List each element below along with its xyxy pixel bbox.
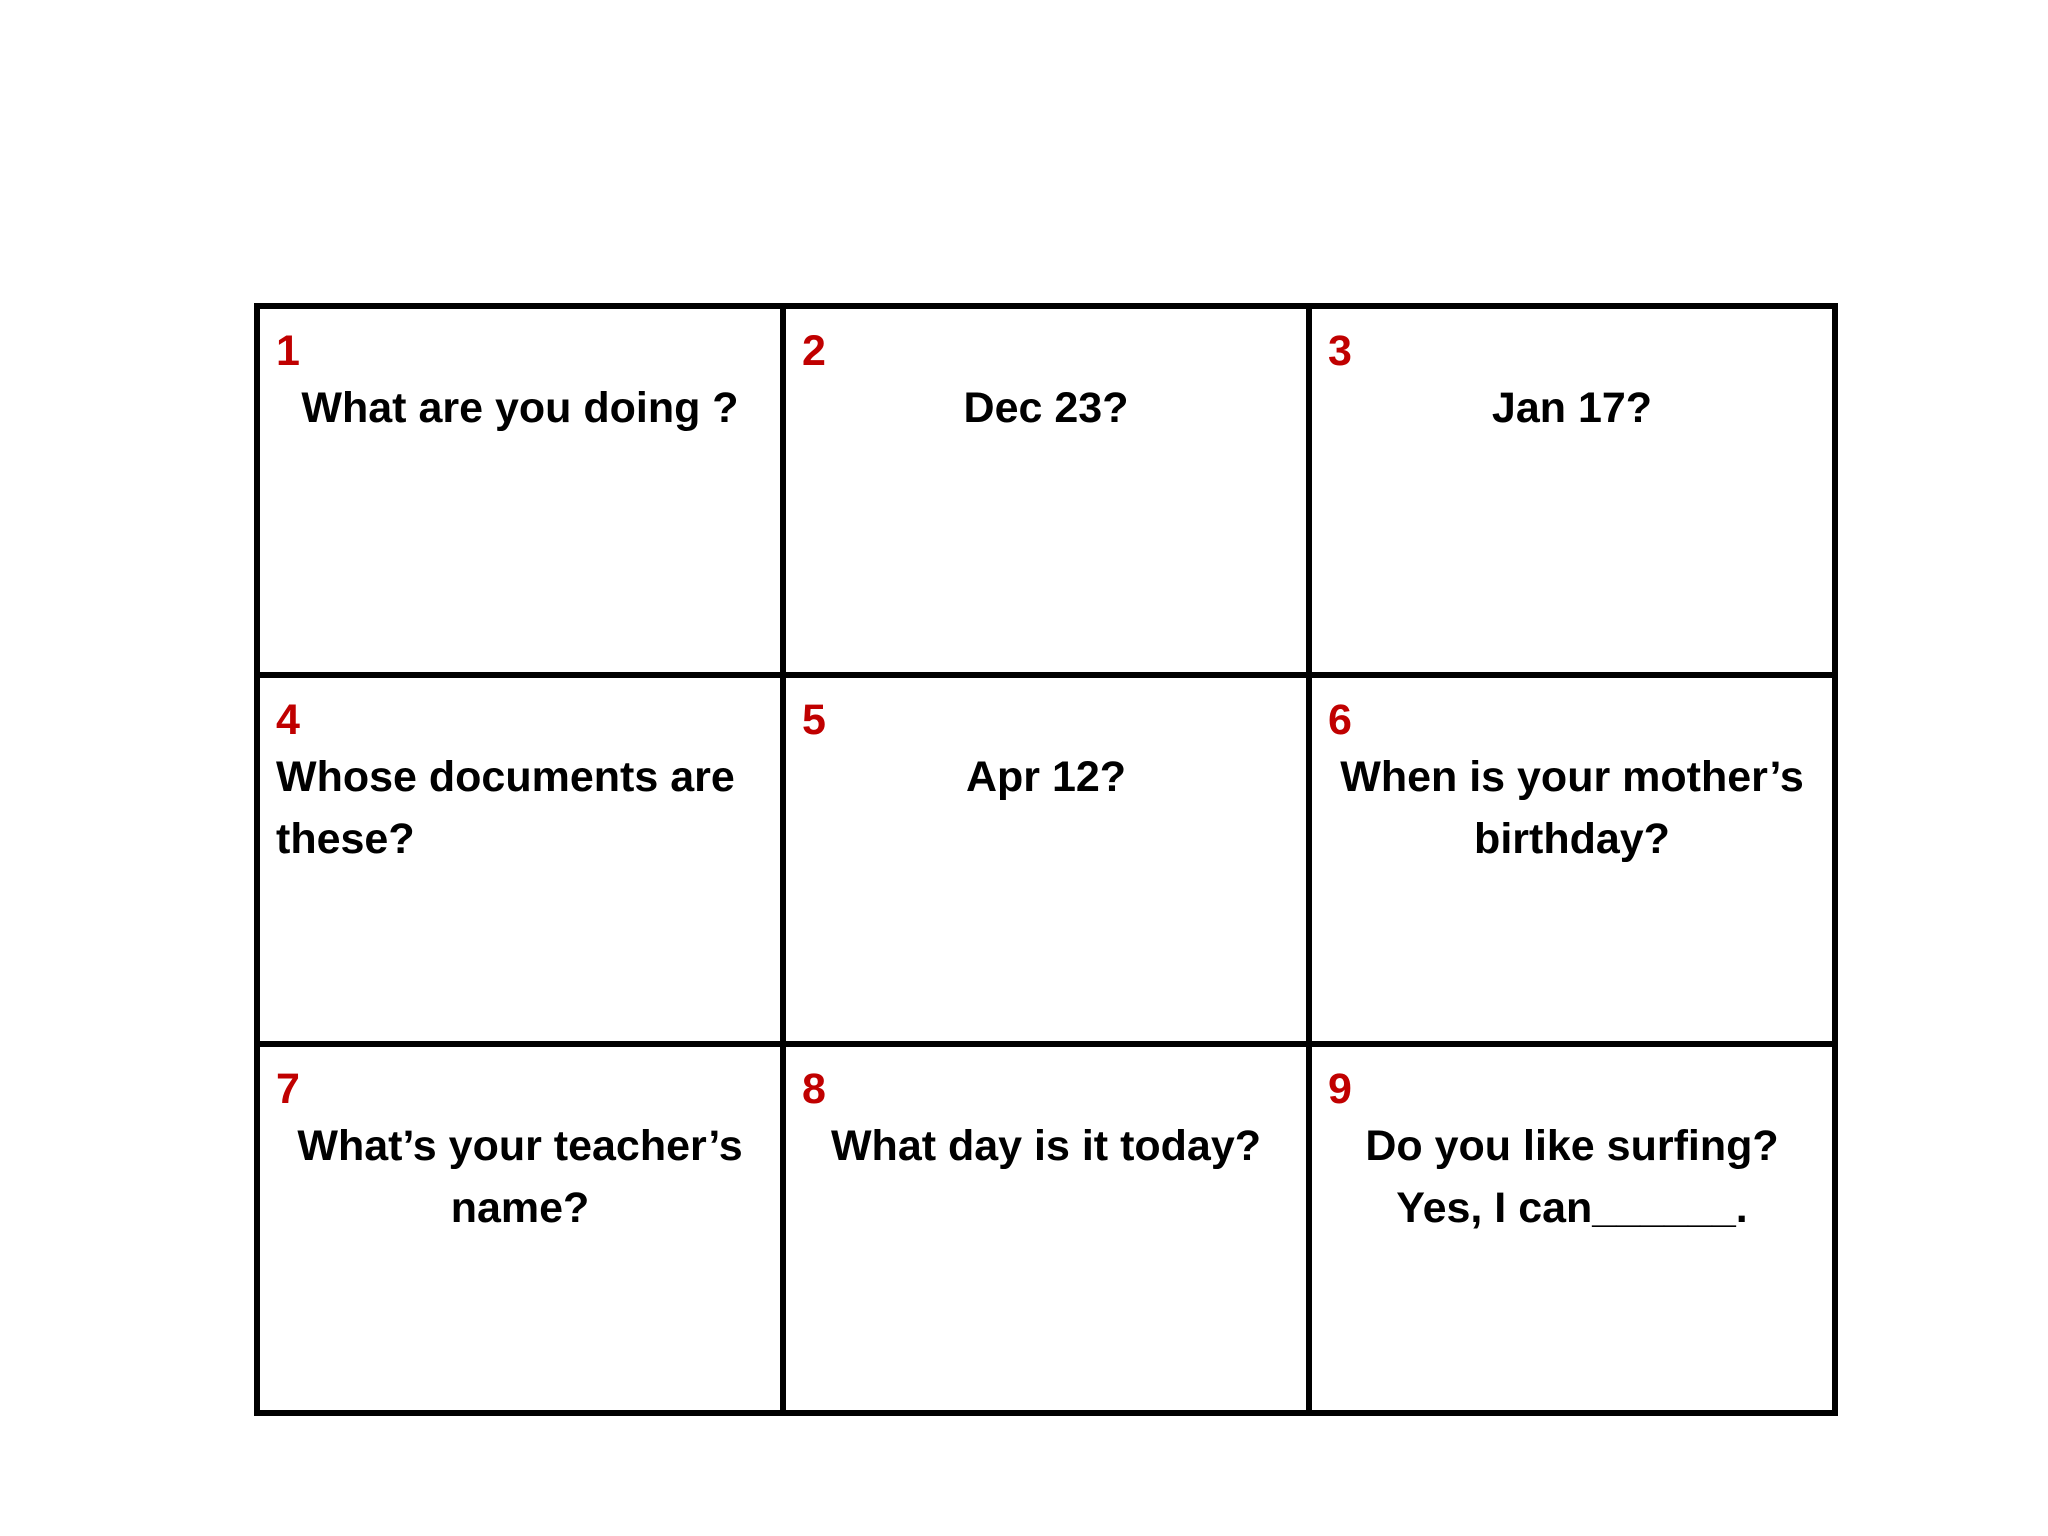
grid-cell-7[interactable] <box>260 1047 780 1410</box>
cell-question: Do you like surfing? Yes, I can______. <box>1365 1122 1779 1232</box>
cell-question: When is your mother’s birthday? <box>1340 753 1804 863</box>
question-grid <box>254 303 1838 1416</box>
cell-question: Apr 12? <box>965 753 1127 801</box>
cell-number: 9 <box>1328 1065 1352 1113</box>
cell-question: What day is it today? <box>830 1122 1262 1170</box>
grid-cell-5[interactable] <box>786 678 1306 1041</box>
cell-question: What’s your teacher’s name? <box>297 1122 743 1232</box>
cell-question: Jan 17? <box>1491 384 1653 432</box>
cell-number: 7 <box>276 1065 300 1113</box>
cell-number: 3 <box>1328 327 1352 375</box>
cell-number: 8 <box>802 1065 826 1113</box>
cell-number: 2 <box>802 327 826 375</box>
grid-cell-1[interactable] <box>260 309 780 672</box>
grid-cell-8[interactable] <box>786 1047 1306 1410</box>
grid-cell-6[interactable] <box>1312 678 1832 1041</box>
grid-cell-4[interactable] <box>260 678 780 1041</box>
cell-number: 1 <box>276 327 300 375</box>
cell-question: What are you doing ? <box>301 384 739 432</box>
grid-cell-9[interactable] <box>1312 1047 1832 1410</box>
cell-number: 6 <box>1328 696 1352 744</box>
grid-cell-2[interactable] <box>786 309 1306 672</box>
cell-number: 4 <box>276 696 300 744</box>
cell-question: Whose documents are these? <box>276 753 735 863</box>
cell-number: 5 <box>802 696 826 744</box>
cell-question: Dec 23? <box>963 384 1129 432</box>
grid-cell-3[interactable] <box>1312 309 1832 672</box>
